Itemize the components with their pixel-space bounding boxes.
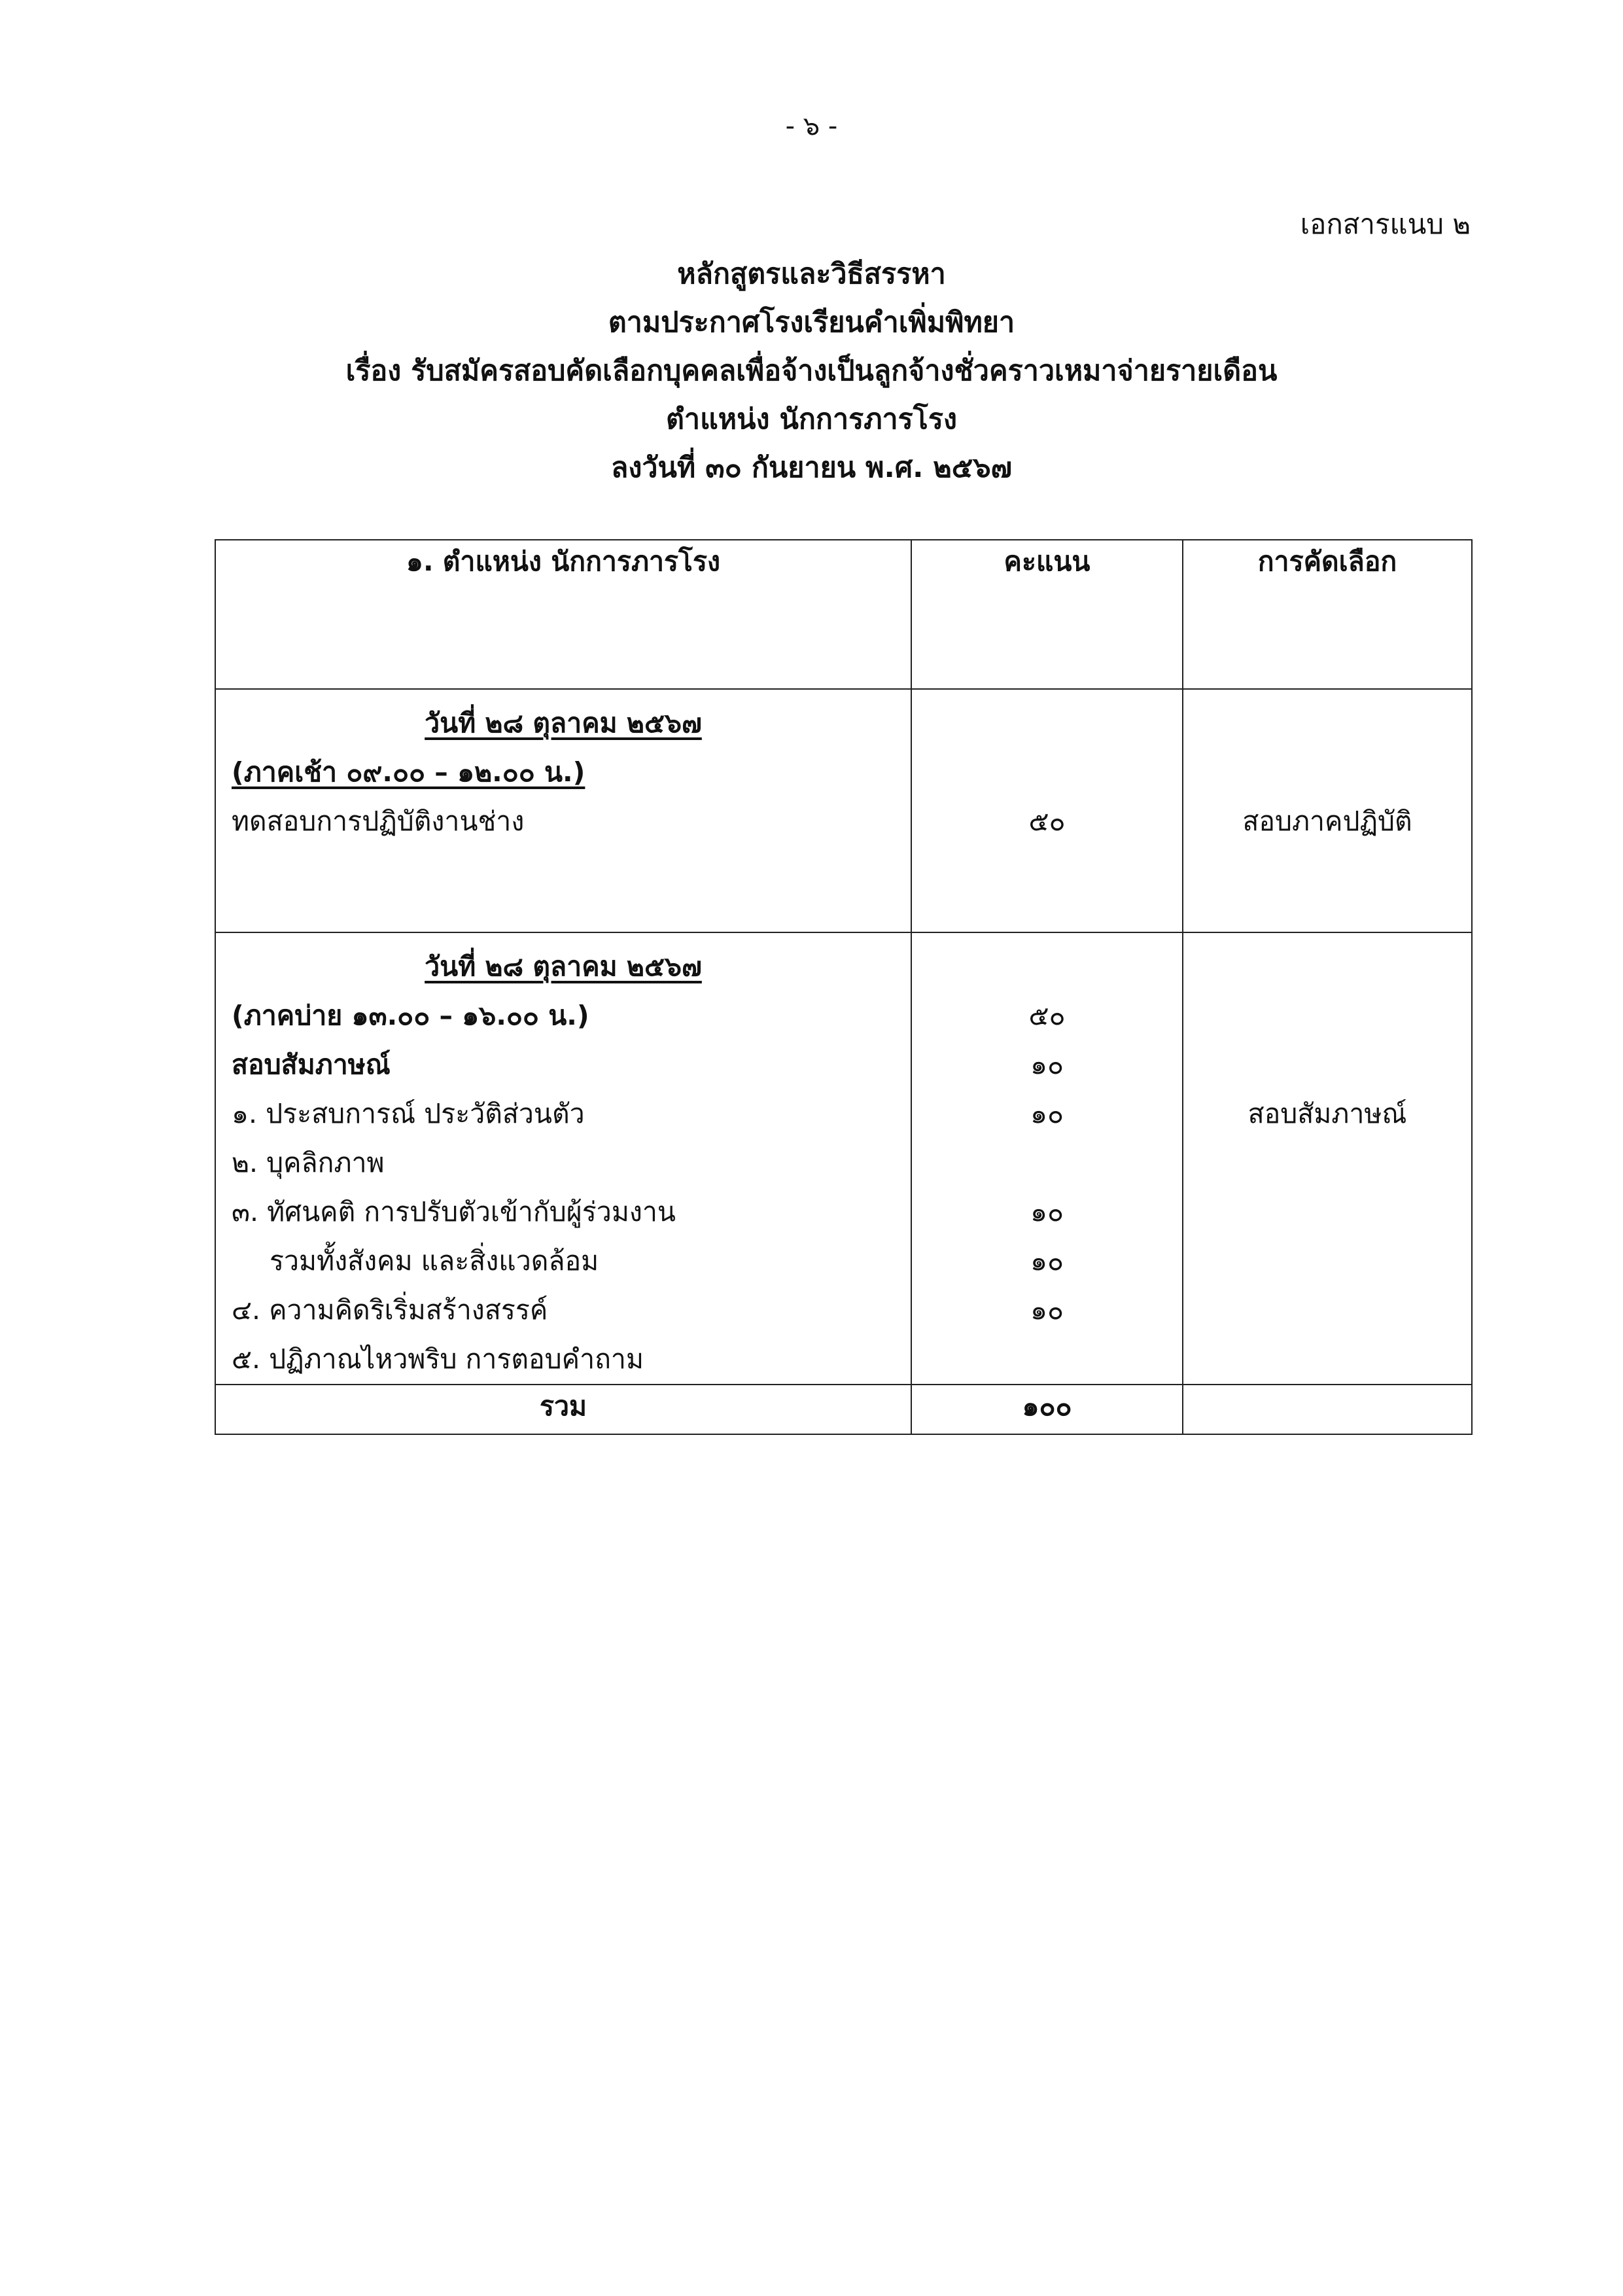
header-position: ๑. ตำแหน่ง นักการภารโรง xyxy=(215,540,911,689)
interview-item-3-continued: รวมทั้งสังคม และสิ่งแวดล้อม xyxy=(270,1245,599,1277)
morning-score-cell xyxy=(911,689,1183,932)
afternoon-method-cell xyxy=(1183,932,1472,1385)
total-score: ๑๐๐ xyxy=(911,1385,1183,1434)
morning-score: ๕๐ xyxy=(1028,805,1066,837)
afternoon-score-cell xyxy=(911,932,1183,1385)
morning-session: (ภาคเช้า ๐๙.๐๐ – ๑๒.๐๐ น.) xyxy=(232,756,585,788)
table-row-total xyxy=(215,1385,1472,1434)
afternoon-date: วันที่ ๒๘ ตุลาคม ๒๕๖๗ xyxy=(425,951,702,982)
total-method-cell xyxy=(1183,1385,1472,1434)
heading-announcement: ตามประกาศโรงเรียนคำเพิ่มพิทยา xyxy=(608,306,1015,339)
afternoon-score-4: ๑๐ xyxy=(1030,1245,1064,1277)
document-heading xyxy=(0,250,1623,492)
interview-item-1: ๑. ประสบการณ์ ประวัติส่วนตัว xyxy=(232,1098,585,1129)
interview-item-2: ๒. บุคลิกภาพ xyxy=(232,1147,385,1178)
afternoon-score-2: ๑๐ xyxy=(1030,1098,1064,1129)
page-number: - ๖ - xyxy=(785,111,838,141)
total-label: รวม xyxy=(215,1385,911,1434)
morning-method: สอบภาคปฏิบัติ xyxy=(1242,805,1412,837)
afternoon-session: (ภาคบ่าย ๑๓.๐๐ – ๑๖.๐๐ น.) xyxy=(232,1000,589,1031)
morning-item: ทดสอบการปฏิบัติงานช่าง xyxy=(232,805,525,837)
morning-description-cell xyxy=(215,689,911,932)
heading-subject: เรื่อง รับสมัครสอบคัดเลือกบุคคลเพื่อจ้างเป็นลูกจ้างชั่วคราวเหมาจ่ายรายเดือน xyxy=(345,355,1278,387)
table-row-morning xyxy=(215,689,1472,932)
afternoon-method: สอบสัมภาษณ์ xyxy=(1248,1098,1407,1129)
afternoon-score-3: ๑๐ xyxy=(1030,1196,1064,1227)
heading-position: ตำแหน่ง นักการภารโรง xyxy=(666,403,957,436)
interview-title: สอบสัมภาษณ์ xyxy=(232,1049,391,1080)
morning-date: วันที่ ๒๘ ตุลาคม ๒๕๖๗ xyxy=(425,707,702,739)
heading-title: หลักสูตรและวิธีสรรหา xyxy=(677,258,946,291)
interview-item-3: ๓. ทัศนคติ การปรับตัวเข้ากับผู้ร่วมงาน xyxy=(232,1196,676,1227)
selection-criteria-table xyxy=(215,539,1473,1435)
table-row-afternoon xyxy=(215,932,1472,1385)
attachment-label: เอกสารแนบ ๒ xyxy=(1300,208,1471,240)
morning-method-cell xyxy=(1183,689,1472,932)
header-score: คะแนน xyxy=(911,540,1183,689)
afternoon-score-5: ๑๐ xyxy=(1030,1294,1064,1326)
afternoon-score-total: ๕๐ xyxy=(1028,1000,1066,1031)
afternoon-description-cell xyxy=(215,932,911,1385)
interview-item-4: ๔. ความคิดริเริ่มสร้างสรรค์ xyxy=(232,1294,548,1326)
afternoon-score-1: ๑๐ xyxy=(1030,1049,1064,1080)
header-method: การคัดเลือก xyxy=(1183,540,1472,689)
interview-item-5: ๕. ปฏิภาณไหวพริบ การตอบคำถาม xyxy=(232,1343,644,1375)
heading-date: ลงวันที่ ๓๐ กันยายน พ.ศ. ๒๕๖๗ xyxy=(611,451,1012,484)
table-header-row xyxy=(215,540,1472,689)
